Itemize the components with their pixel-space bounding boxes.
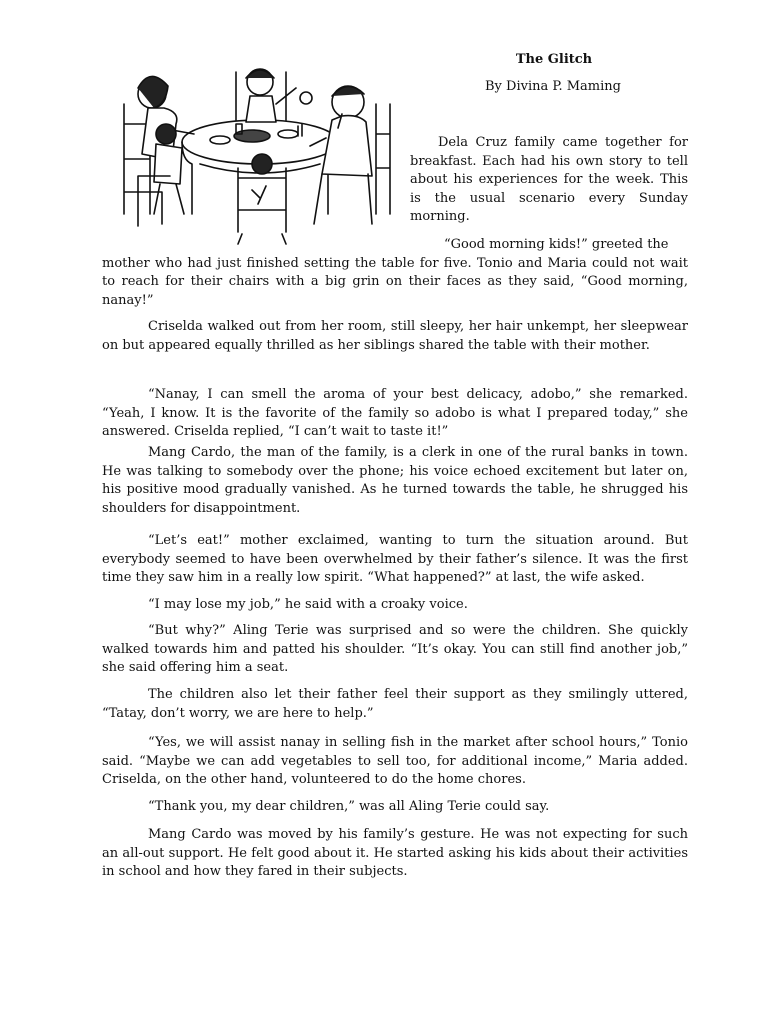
story-byline: By Divina P. Maming — [485, 79, 621, 94]
story-title-text: The Glitch — [515, 52, 593, 67]
paragraph-thank-you: “Thank you, my dear children,” was all Aling Terie could say. — [148, 799, 550, 814]
family-breakfast-illustration — [110, 64, 400, 246]
paragraph-mang-cardo: Mang Cardo, the man of the family, is a clerk in one of the rural banks in town. He was talking to somebody over the phone; his voice echoed excitement but later on, his positive mood gradually vanished. As he turned towards the table, he shrugged his shoulders for disappointment. — [102, 445, 688, 516]
paragraph-support: The children also let their father feel their support as they smilingly uttered, “Tatay, don’t worry, we are here to help.” — [102, 687, 688, 721]
greeting-first-line: “Good morning kids!” greeted the — [444, 237, 669, 252]
paragraph-but-why: “But why?” Aling Terie was surprised and so were the children. She quickly walked towards him and patted his shoulder. “It’s okay. You can still find another job,” she said offering him a seat. — [102, 623, 688, 675]
paragraph-adobo: “Nanay, I can smell the aroma of your best delicacy, adobo,” she remarked. “Yeah, I know. It is the favorite of the family so adobo is what I prepared today,” she answered. Criselda replied, “I can’t wait to taste it!” — [102, 387, 688, 439]
intro-paragraph: Dela Cruz family came together for breakfast. Each had his own story to tell about his experiences for the week. This is the usual scenario every Sunday morning. — [410, 135, 688, 224]
paragraph-lets-eat: “Let’s eat!” mother exclaimed, wanting to turn the situation around. But everybody seemed to have been overwhelmed by their father’s silence. It was the first time they saw him in a really low spirit. “What happened?” at last, the wife asked. — [102, 533, 688, 585]
paragraph-criselda: Criselda walked out from her room, still sleepy, her hair unkempt, her sleepwear on but appeared equally thrilled as her siblings shared the table with their mother. — [102, 319, 688, 353]
greeting-rest: mother who had just finished setting the table for five. Tonio and Maria could not wait to reach for their chairs with a big grin on their faces as they said, “Good morning, nanay!” — [102, 255, 688, 308]
greeting-paragraph — [102, 236, 688, 310]
paragraph-moved: Mang Cardo was moved by his family’s gesture. He was not expecting for such an all-out support. He felt good about it. He started asking his kids about their activities in school and how they fared in their subjects. — [102, 827, 688, 879]
paragraph-selling-fish: “Yes, we will assist nanay in selling fish in the market after school hours,” Tonio said. “Maybe we can add vegetables to sell too, for additional income,” Maria added. Criselda, on the other hand, volunteered to do the home chores. — [102, 735, 688, 787]
paragraph-lose-job: “I may lose my job,” he said with a croaky voice. — [148, 597, 468, 612]
